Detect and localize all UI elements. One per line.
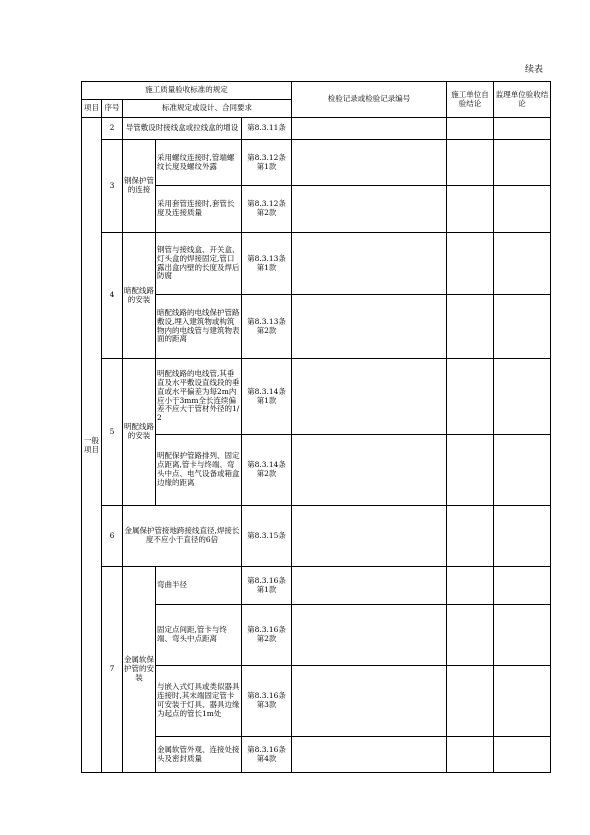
construction-cell[interactable] — [447, 666, 494, 737]
inspection-table — [81, 81, 551, 773]
requirement-text: 明配保护管路排列、固定点距离,管卡与终端、弯头中点、电气设备或箱盒边缘的距离 — [156, 435, 242, 506]
seq-cell: 5 — [102, 359, 123, 506]
record-cell[interactable] — [292, 359, 447, 435]
supervision-cell[interactable] — [494, 737, 551, 773]
header-record: 检验记录或检验记录编号 — [292, 82, 447, 118]
requirement-text: 与嵌入式灯具或类似器具连接时,其末端固定管卡可安装于灯具、器具边缘为起点的管长1m处 — [156, 666, 242, 737]
supervision-cell[interactable] — [494, 506, 551, 567]
construction-cell[interactable] — [447, 567, 494, 605]
supervision-cell[interactable] — [494, 435, 551, 506]
construction-cell[interactable] — [447, 295, 494, 359]
requirement-text: 金属保护管接地跨接线直径,焊接长度不应小于直径的6倍 — [123, 506, 242, 567]
group-name: 暗配线路的安装 — [123, 233, 156, 359]
supervision-cell[interactable] — [494, 140, 551, 186]
standard-clause: 第8.3.16条 第1款 — [242, 567, 292, 605]
supervision-cell[interactable] — [494, 567, 551, 605]
standard-clause: 第8.3.14条 第1款 — [242, 359, 292, 435]
standard-clause: 第8.3.16条 第4款 — [242, 737, 292, 773]
seq-cell: 4 — [102, 233, 123, 359]
construction-cell[interactable] — [447, 359, 494, 435]
standard-clause: 第8.3.16条 第3款 — [242, 666, 292, 737]
construction-cell[interactable] — [447, 118, 494, 140]
supervision-cell[interactable] — [494, 295, 551, 359]
requirement-text: 金属软管外观、连接处接头及密封质量 — [156, 737, 242, 773]
header-supervision: 监理单位验收结论 — [494, 82, 551, 118]
requirement-text: 钢管与接线盒、开关盒、灯头盒的焊接固定,管口露出盒内壁的长度及焊后防腐 — [156, 233, 242, 295]
record-cell[interactable] — [292, 737, 447, 773]
group-name: 钢保护管的连接 — [123, 140, 156, 233]
supervision-cell[interactable] — [494, 605, 551, 666]
standard-clause: 第8.3.15条 — [242, 506, 292, 567]
requirement-text: 采用螺纹连接时,管端螺纹长度及螺纹外露 — [156, 140, 242, 186]
construction-cell[interactable] — [447, 605, 494, 666]
header-item: 项目 — [82, 100, 102, 118]
record-cell[interactable] — [292, 666, 447, 737]
requirement-text: 采用套管连接时,套管长度及连接质量 — [156, 186, 242, 233]
seq-cell: 2 — [102, 118, 123, 140]
header-construction: 施工单位自验结论 — [447, 82, 494, 118]
construction-cell[interactable] — [447, 506, 494, 567]
group-name: 金属软保护管的安装 — [123, 567, 156, 773]
standard-clause: 第8.3.12条 第1款 — [242, 140, 292, 186]
construction-cell[interactable] — [447, 140, 494, 186]
supervision-cell[interactable] — [494, 359, 551, 435]
standard-clause: 第8.3.11条 — [242, 118, 292, 140]
supervision-cell[interactable] — [494, 666, 551, 737]
supervision-cell[interactable] — [494, 233, 551, 295]
supervision-cell[interactable] — [494, 186, 551, 233]
header-standard-group: 施工质量验收标准的规定 — [82, 82, 292, 100]
standard-clause: 第8.3.12条 第2款 — [242, 186, 292, 233]
standard-clause: 第8.3.13条 第1款 — [242, 233, 292, 295]
construction-cell[interactable] — [447, 435, 494, 506]
seq-cell: 7 — [102, 567, 123, 773]
standard-clause: 第8.3.16条 第2款 — [242, 605, 292, 666]
seq-cell: 3 — [102, 140, 123, 233]
record-cell[interactable] — [292, 118, 447, 140]
record-cell[interactable] — [292, 435, 447, 506]
construction-cell[interactable] — [447, 737, 494, 773]
requirement-text: 明配线路的电线管,其垂直及水平敷设直线段的垂直或水平偏差为每2m内应小于3mm全长连续偏差不应大于管材外径的1/2 — [156, 359, 242, 435]
continued-label: 续表 — [524, 65, 543, 75]
record-cell[interactable] — [292, 506, 447, 567]
header-requirement: 标准规定或设计、合同要求 — [123, 100, 292, 118]
supervision-cell[interactable] — [494, 118, 551, 140]
record-cell[interactable] — [292, 140, 447, 186]
requirement-text: 固定点间距,管卡与终端、弯头中点距离 — [156, 605, 242, 666]
seq-cell: 6 — [102, 506, 123, 567]
record-cell[interactable] — [292, 605, 447, 666]
standard-clause: 第8.3.14条 第2款 — [242, 435, 292, 506]
construction-cell[interactable] — [447, 233, 494, 295]
header-seq: 序号 — [102, 100, 123, 118]
section-general-items: 一般项目 — [82, 118, 102, 773]
requirement-text: 暗配线路的电线保护管路敷设,埋入建筑物或构筑物内的电线管与建筑物表面的距离 — [156, 295, 242, 359]
group-name: 明配线路的安装 — [123, 359, 156, 506]
standard-clause: 第8.3.13条 第2款 — [242, 295, 292, 359]
record-cell[interactable] — [292, 186, 447, 233]
construction-cell[interactable] — [447, 186, 494, 233]
requirement-text: 弯曲半径 — [156, 567, 242, 605]
record-cell[interactable] — [292, 233, 447, 295]
record-cell[interactable] — [292, 295, 447, 359]
requirement-text: 导管敷设时接线盒或拉线盒的增设 — [123, 118, 242, 140]
record-cell[interactable] — [292, 567, 447, 605]
